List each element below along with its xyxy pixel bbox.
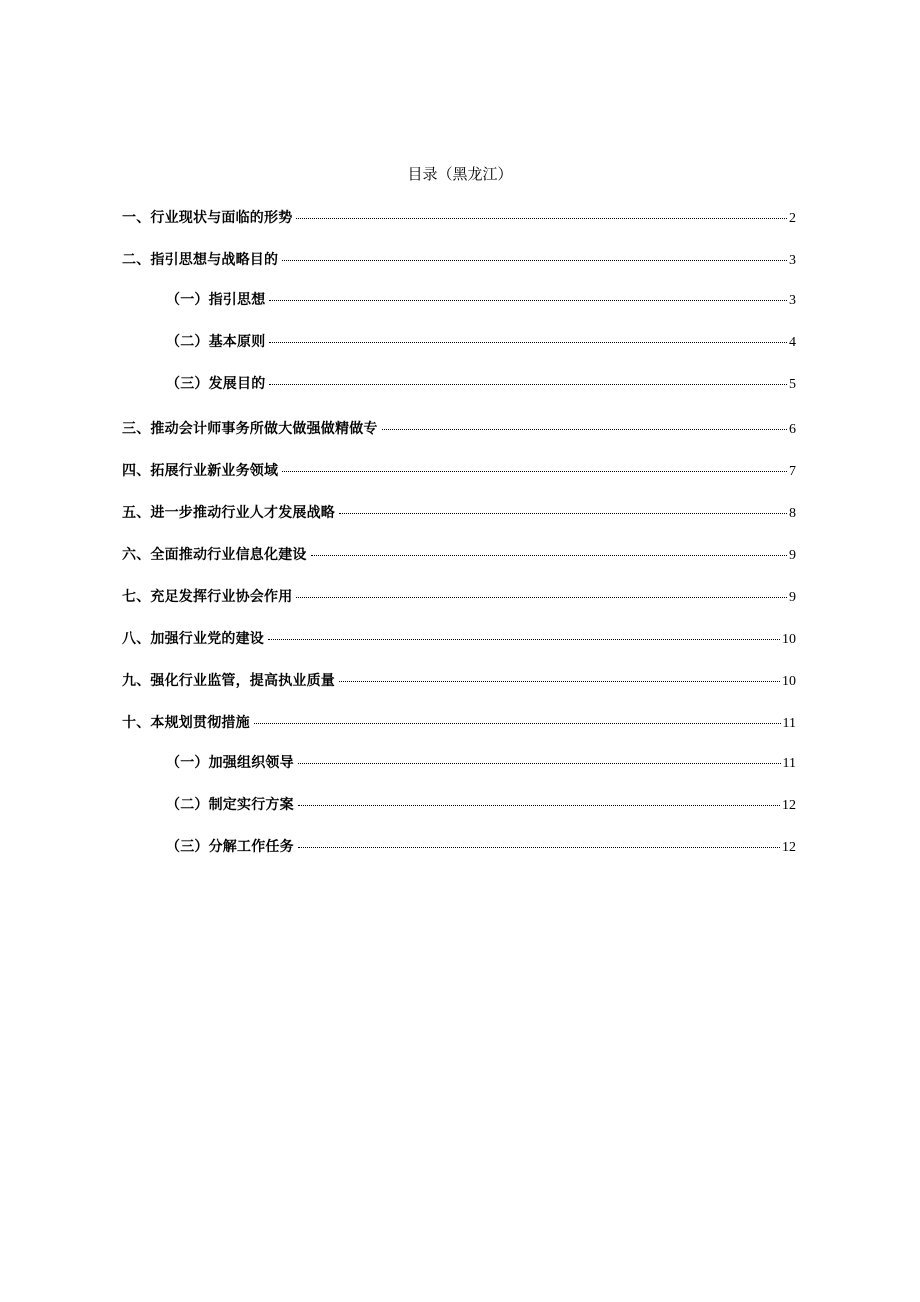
- dot-leader: [339, 513, 787, 514]
- toc-entry-page: 5: [789, 377, 796, 392]
- toc-entry-page: 9: [789, 548, 796, 563]
- toc-entry-title: 四、拓展行业新业务领域: [122, 463, 279, 479]
- toc-entry-title: 八、加强行业党的建设: [122, 631, 264, 647]
- toc-entry-page: 11: [782, 716, 796, 731]
- toc-entry[interactable]: [166, 752, 796, 774]
- toc-entry-title: 五、进一步推动行业人才发展战略: [122, 505, 335, 521]
- dot-leader: [254, 723, 781, 724]
- dot-leader: [282, 471, 787, 472]
- toc-entry-title: （二）基本原则: [166, 334, 266, 350]
- toc-title: 目录（黑龙江）: [407, 165, 513, 183]
- toc-entry-page: 10: [782, 632, 796, 647]
- toc-entry-title: 二、指引思想与战略目的: [122, 252, 279, 268]
- toc-entry-title: 一、行业现状与面临的形势: [122, 210, 293, 226]
- toc-entry-title: （一）指引思想: [166, 292, 266, 308]
- toc-entry[interactable]: [166, 836, 796, 858]
- dot-leader: [269, 384, 787, 385]
- dot-leader: [311, 555, 787, 556]
- toc-entry[interactable]: [122, 249, 796, 271]
- toc-entry[interactable]: [122, 418, 796, 440]
- dot-leader: [296, 218, 787, 219]
- toc-entry-title: （一）加强组织领导: [166, 755, 294, 771]
- toc-entry-title: （二）制定实行方案: [166, 797, 294, 813]
- toc-entry-page: 8: [789, 506, 796, 521]
- toc-entry-title: 三、推动会计师事务所做大做强做精做专: [122, 421, 378, 437]
- toc-entry-title: 九、强化行业监管，提高执业质量: [122, 673, 335, 689]
- dot-leader: [268, 639, 780, 640]
- dot-leader: [382, 429, 787, 430]
- toc-entry-page: 9: [789, 590, 796, 605]
- toc-entry-page: 6: [789, 422, 796, 437]
- toc-entry-title: 十、本规划贯彻措施: [122, 715, 250, 731]
- toc-entry-page: 11: [782, 756, 796, 771]
- toc-entry-title: 六、全面推动行业信息化建设: [122, 547, 307, 563]
- toc-entry[interactable]: [166, 373, 796, 395]
- dot-leader: [282, 260, 787, 261]
- toc-entry[interactable]: [122, 207, 796, 229]
- toc-entry-page: 10: [782, 674, 796, 689]
- toc-entry[interactable]: [122, 670, 796, 692]
- toc-entry-page: 3: [789, 253, 796, 268]
- dot-leader: [298, 763, 781, 764]
- toc-entry-page: 12: [782, 798, 796, 813]
- toc-entry[interactable]: [122, 460, 796, 482]
- dot-leader: [269, 300, 787, 301]
- toc-entry[interactable]: [122, 712, 796, 734]
- dot-leader: [339, 681, 780, 682]
- toc-entry[interactable]: [122, 628, 796, 650]
- toc-entry-page: 4: [789, 335, 796, 350]
- dot-leader: [296, 597, 787, 598]
- toc-entry-title: （三）发展目的: [166, 376, 266, 392]
- toc-entry-title: 七、充足发挥行业协会作用: [122, 589, 293, 605]
- toc-entry[interactable]: [122, 544, 796, 566]
- toc-entry[interactable]: [166, 794, 796, 816]
- toc-entry[interactable]: [122, 586, 796, 608]
- dot-leader: [298, 805, 780, 806]
- toc-entry-title: （三）分解工作任务: [166, 839, 294, 855]
- dot-leader: [269, 342, 787, 343]
- toc-entry[interactable]: [122, 502, 796, 524]
- toc-entry-page: 12: [782, 840, 796, 855]
- toc-entry[interactable]: [166, 331, 796, 353]
- toc-entry-page: 2: [789, 211, 796, 226]
- toc-entry[interactable]: [166, 289, 796, 311]
- toc-entry-page: 3: [789, 293, 796, 308]
- dot-leader: [298, 847, 780, 848]
- toc-entry-page: 7: [789, 464, 796, 479]
